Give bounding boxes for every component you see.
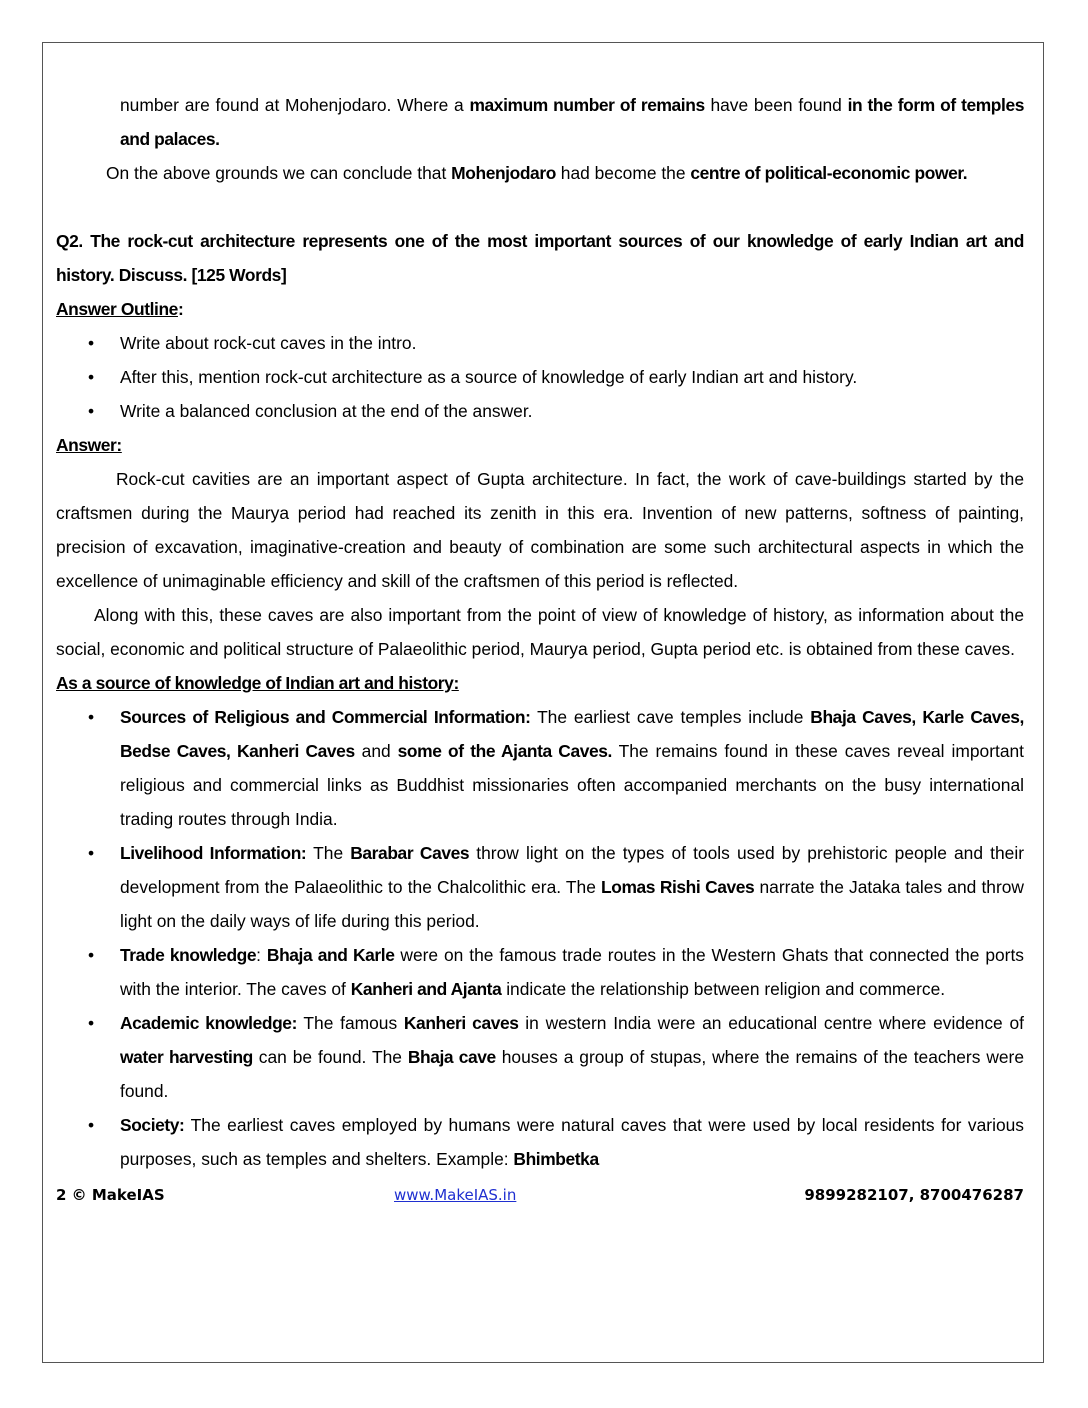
text-run: On the above grounds we can conclude that	[106, 163, 452, 183]
bold-text: Trade knowledge	[120, 945, 257, 965]
bullet-icon: •	[88, 1115, 95, 1135]
text-run: narrate the Jataka tales and throw light on the daily ways of life during this period.	[120, 877, 1024, 931]
bullet-item	[56, 360, 1024, 394]
bold-text: some of the Ajanta Caves.	[397, 741, 612, 761]
section-heading	[56, 428, 1024, 462]
bold-text: Bhimbetka	[513, 1149, 599, 1169]
text-run: indicate the relationship between religion and commerce.	[501, 979, 946, 999]
bold-text: Kanheri and Ajanta	[350, 979, 502, 999]
spacer	[56, 190, 1024, 224]
bullet-item	[56, 394, 1024, 428]
bullet-icon: •	[88, 367, 95, 387]
page-content	[56, 88, 1024, 1208]
bullet-item	[56, 1006, 1024, 1108]
text-run: The earliest cave temples include	[530, 707, 811, 727]
text-run: have been found	[704, 95, 848, 115]
bold-text: Livelihood Information:	[120, 843, 307, 863]
bullet-item	[56, 700, 1024, 836]
bullet-icon: •	[88, 945, 95, 965]
bold-text: Kanheri caves	[403, 1013, 519, 1033]
text-run: Q2. The rock-cut architecture represents one of the most important sources of our knowledge of early Indian art and history. Discuss. [125 Words]	[56, 231, 1024, 285]
document-body	[56, 88, 1024, 1176]
bold-text: in the form of temples and palaces.	[120, 95, 1024, 149]
bold-text: centre of political-economic power.	[690, 163, 968, 183]
footer-phone-numbers: 9899282107, 8700476287	[804, 1186, 1024, 1204]
bullet-icon: •	[88, 707, 95, 727]
bold-text: Society:	[120, 1115, 185, 1135]
bold-text: Barabar Caves	[350, 843, 470, 863]
text-run: throw light on the types of tools used by prehistoric people and their development from the Palaeolithic to the Chalcolithic era. The	[120, 843, 1024, 897]
paragraph	[56, 598, 1024, 666]
paragraph	[56, 462, 1024, 598]
bold-text: Bhaja cave	[407, 1047, 496, 1067]
text-run: The	[306, 843, 351, 863]
text-run: and	[354, 741, 398, 761]
bold-text: Bhaja and Karle	[266, 945, 395, 965]
bullet-icon: •	[88, 1013, 95, 1033]
text-run: The earliest caves employed by humans were natural caves that were used by local residents for various purposes, such as temples and shelters. Example:	[120, 1115, 1024, 1169]
text-run: :	[177, 299, 184, 319]
text-run: Write about rock-cut caves in the intro.	[120, 333, 417, 353]
page-footer	[56, 1182, 1024, 1208]
text-run: houses a group of stupas, where the remains of the teachers were found.	[120, 1047, 1025, 1101]
text-run: in western India were an educational centre where evidence of	[518, 1013, 1024, 1033]
paragraph	[56, 88, 1024, 156]
text-run: number are found at Mohenjodaro. Where a	[120, 95, 470, 115]
bullet-item	[56, 326, 1024, 360]
footer-page-copyright: 2 © MakeIAS	[56, 1186, 165, 1204]
text-run: The famous	[296, 1013, 404, 1033]
text-run: Answer:	[56, 435, 122, 455]
text-run: were on the famous trade routes in the Western Ghats that connected the ports with the interior. The caves of	[120, 945, 1024, 999]
text-run: Write a balanced conclusion at the end of the answer.	[120, 401, 533, 421]
text-run: The remains found in these caves reveal important religious and commercial links as Buddhist missionaries often accompanied merchants on the busy international trading routes through India.	[120, 741, 1024, 829]
bold-text: Mohenjodaro	[451, 163, 556, 183]
text-run: After this, mention rock-cut architecture as a source of knowledge of early Indian art and history.	[120, 367, 858, 387]
text-run: Answer Outline	[56, 299, 178, 319]
bold-text: Academic knowledge:	[120, 1013, 297, 1033]
text-run: can be found. The	[252, 1047, 408, 1067]
text-run: :	[256, 945, 267, 965]
bold-text: Lomas Rishi Caves	[601, 877, 755, 897]
text-run: had become the	[555, 163, 691, 183]
bold-text: maximum number of remains	[469, 95, 705, 115]
bullet-item	[56, 1108, 1024, 1176]
footer-website-link[interactable]: www.MakeIAS.in	[394, 1186, 517, 1204]
section-heading	[56, 666, 1024, 700]
question-heading	[56, 224, 1024, 292]
bold-text: water harvesting	[120, 1047, 253, 1067]
text-run: Rock-cut cavities are an important aspect of Gupta architecture. In fact, the work of cave-buildings started by the craftsmen during the Maurya period had reached its zenith in this era. Invention of new patterns, softness of painting, precision of excavation, imaginative-creation and beauty of combination are some such architectural aspects in which the excellence of unimaginable efficiency and skill of the craftsmen of this period is reflected.	[56, 469, 1024, 591]
bullet-icon: •	[88, 401, 95, 421]
bullet-item	[56, 938, 1024, 1006]
bullet-icon: •	[88, 843, 95, 863]
bold-text: Sources of Religious and Commercial Information:	[120, 707, 531, 727]
bullet-item	[56, 836, 1024, 938]
bold-text: Bhaja Caves, Karle Caves, Bedse Caves, Kanheri Caves	[120, 707, 1024, 761]
text-run: As a source of knowledge of Indian art and history:	[56, 673, 459, 693]
section-heading	[56, 292, 1024, 326]
bullet-icon: •	[88, 333, 95, 353]
paragraph	[56, 156, 1024, 190]
text-run: Along with this, these caves are also important from the point of view of knowledge of history, as information about the social, economic and political structure of Palaeolithic period, Maurya period, Gupta period etc. is obtained from these caves.	[56, 605, 1024, 659]
